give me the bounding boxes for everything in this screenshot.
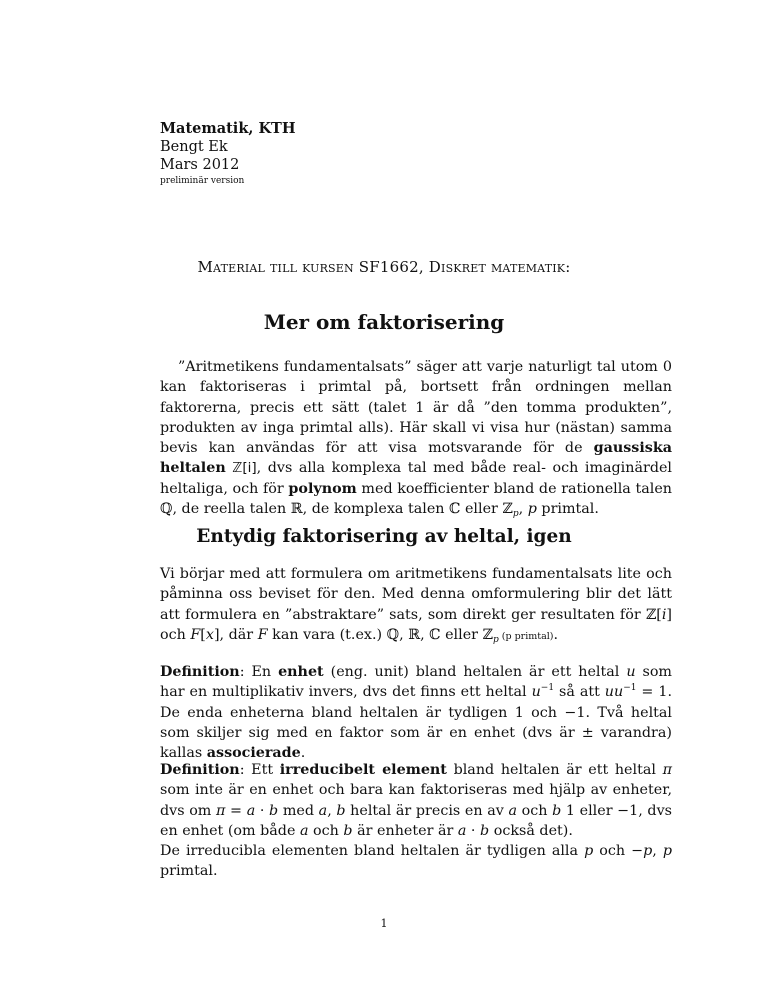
term-associated: associerade <box>206 745 301 762</box>
text: . <box>553 626 559 643</box>
text: [ <box>200 626 206 643</box>
term-gaussian-integers: gaussiska heltalen <box>160 440 672 477</box>
text: och − <box>593 843 644 859</box>
superscript: −1 <box>623 683 637 694</box>
math-zi: ℤ[i] <box>232 460 257 477</box>
text: som har en multiplikativ invers, dvs det finns ett heltal <box>160 664 672 701</box>
math-var: b <box>269 802 279 819</box>
term-irreducible: irreducibelt element <box>279 762 447 778</box>
text: så att <box>554 684 605 701</box>
text: är enheter är <box>352 822 458 839</box>
text: : Ett <box>239 762 280 778</box>
text: primtal. <box>536 501 599 518</box>
text: : En <box>239 664 279 680</box>
page-title: Mer om faktorisering <box>263 310 505 334</box>
text: och <box>516 802 553 819</box>
math-var: p <box>643 843 653 859</box>
course-line: Material till kursen SF1662, Diskret matematik: <box>197 258 571 276</box>
page-number: 1 <box>380 917 388 930</box>
math-var: a <box>299 822 309 839</box>
date: Mars 2012 <box>160 157 240 173</box>
section-heading: Entydig faktorisering av heltal, igen <box>196 526 572 547</box>
small-note: (p primtal) <box>498 630 554 642</box>
paragraph-reformulation <box>160 564 672 647</box>
math-var: b <box>552 802 562 819</box>
text: med koefficienter bland de rationella talen ℚ, de reella talen ℝ, de komplexa talen ℂ eller ℤ <box>160 480 672 518</box>
text: De irreducibla elementen bland heltalen är tydligen alla <box>160 843 585 859</box>
text: · <box>466 822 481 839</box>
text: (eng. unit) bland heltalen är ett heltal <box>323 664 627 680</box>
math-var: a <box>246 802 256 819</box>
text: 1 eller −1, dvs en enhet (om både <box>160 802 672 839</box>
text: heltal är precis en av <box>345 802 509 819</box>
text: = 1. De enda enheterna bland heltalen är tydligen 1 och −1. Två heltal som skiljer sig med en faktor som är en enhet (dvs är ± varandra) kallas <box>160 684 672 762</box>
text: som inte är en enhet och bara kan faktoriseras med hjälp av enheter, dvs om <box>160 782 672 819</box>
math-var: π <box>216 802 226 819</box>
math-var: b <box>336 802 346 819</box>
text: ], där <box>213 626 258 643</box>
text: ] och <box>160 606 672 643</box>
definition-label: Definition <box>160 762 240 778</box>
text: primtal. <box>160 863 218 880</box>
institution: Matematik, KTH <box>160 120 296 137</box>
math-var: u <box>531 684 541 701</box>
math-var: uu <box>604 684 624 701</box>
math-var: p <box>527 501 537 518</box>
version-note: preliminär version <box>160 176 245 186</box>
text: , <box>518 501 528 518</box>
intro-paragraph <box>160 357 672 519</box>
term-unit: enhet <box>278 664 324 680</box>
math-var: u <box>626 664 636 680</box>
text: och <box>308 822 344 839</box>
text: bland heltalen är ett heltal <box>446 762 663 778</box>
math-var: a <box>508 802 517 819</box>
text: · <box>255 802 270 819</box>
definition-label: Definition <box>160 664 240 680</box>
text: kan vara (t.ex.) ℚ, ℝ, ℂ eller ℤ <box>267 626 493 643</box>
text: , <box>327 802 337 819</box>
math-var: p <box>492 634 499 645</box>
text: ”Aritmetikens fundamentalsats” säger att varje naturligt tal utom 0 kan faktoriseras i primtal på, bortsett från ordningen mellan faktorerna, precis ett sätt (talet 1 är då ”den tomma produkten”, produkten av inga primtal alls). Här skall vi visa hur (nästan) samma bevis kan användas för att visa motsvarande för de <box>160 359 672 457</box>
math-var: a <box>318 802 328 819</box>
text: med <box>278 802 319 819</box>
math-var: π <box>662 762 672 778</box>
math-var: b <box>480 822 490 839</box>
math-var: p <box>584 843 594 859</box>
math-var: x <box>205 626 214 643</box>
definition-unit <box>160 662 672 763</box>
term-polynomial: polynom <box>288 480 357 497</box>
author: Bengt Ek <box>160 139 228 155</box>
text: , dvs alla komplexa tal med både real- och imaginärdel heltaliga, och för <box>160 460 672 497</box>
math-var: a <box>457 822 467 839</box>
paragraph-irreducibles <box>160 841 672 882</box>
text: Vi börjar med att formulera om aritmetikens fundamentalsats lite och påminna oss beviset för den. Med denna omformulering blir det lätt att formulera en ”abstraktare” sats, som direkt ger resultaten för ℤ[ <box>160 566 672 623</box>
math-var: b <box>343 822 353 839</box>
math-var: F <box>190 626 201 643</box>
math-var: F <box>257 626 268 643</box>
definition-irreducible <box>160 760 672 841</box>
superscript: −1 <box>540 683 555 694</box>
text: = <box>225 802 247 819</box>
math-var: p <box>512 509 519 520</box>
text: också det). <box>489 822 573 839</box>
document-header <box>160 120 296 188</box>
text: . <box>300 745 306 762</box>
text: , <box>652 843 663 859</box>
math-var: p <box>662 843 672 859</box>
math-var: i <box>661 606 667 623</box>
